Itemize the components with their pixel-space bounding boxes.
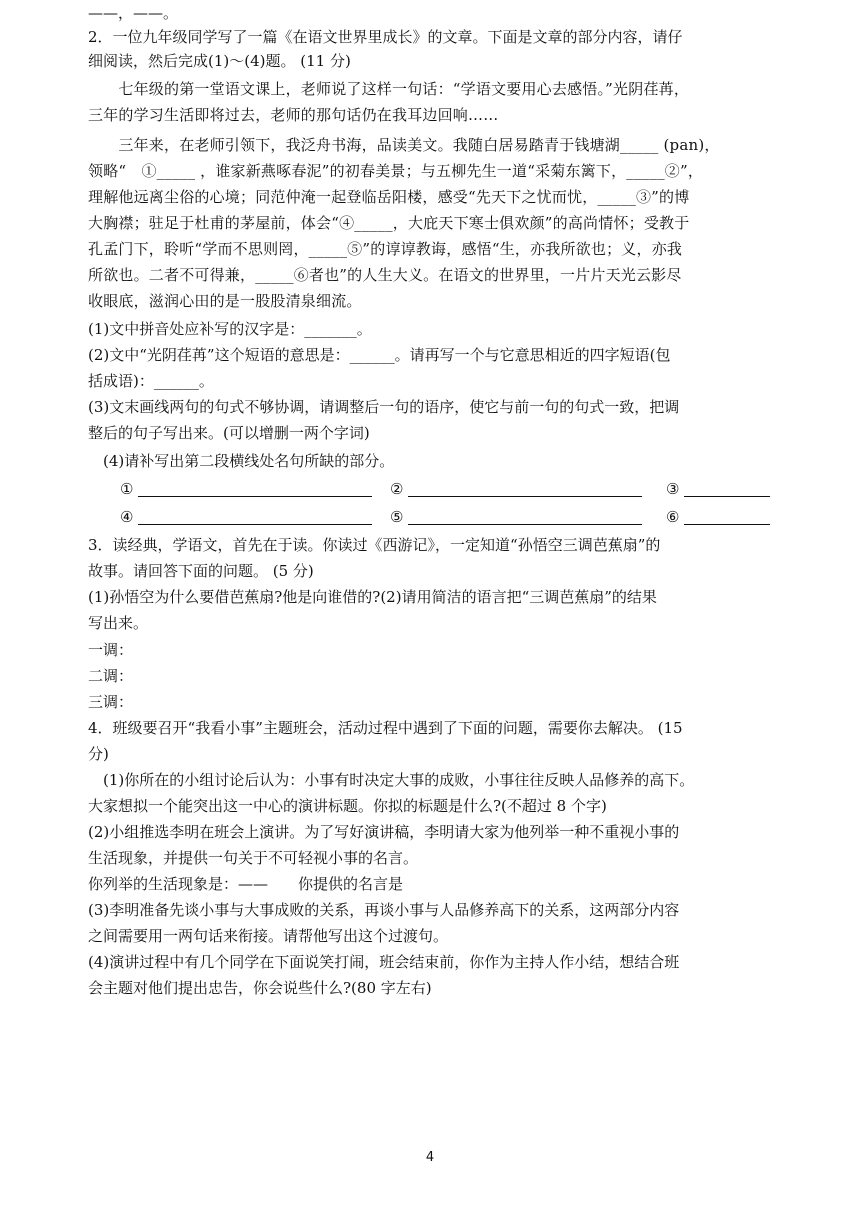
passage-line: 大胸襟；驻足于杜甫的茅屋前，体会“④_____，大庇天下寒士俱欢颜”的高尚情怀；受教于: [88, 214, 690, 232]
answer-blank[interactable]: [120, 508, 375, 528]
passage-line: 三年来，在老师引领下，我泛舟书海，品读美文。我随白居易踏青于钱塘湖_____ (pan)，: [88, 136, 720, 154]
answer-blank[interactable]: [390, 508, 645, 528]
sub-question-1: (1)你所在的小组讨论后认为：小事有时决定大事的成败，小事往往反映人品修养的高下。: [88, 771, 695, 789]
question-3-line: 3．读经典，学语文，首先在于读。你读过《西游记》，一定知道“孙悟空三调芭蕉扇”的: [88, 536, 661, 554]
passage-line: 孔孟门下，聆听“学而不思则罔，_____⑤”的谆谆教诲，感悟“生，亦我所欲也；义，亦我: [88, 240, 683, 258]
answer-label: 二调：: [88, 667, 134, 685]
sub-question-4: (4)演讲过程中有几个同学在下面说笑打闹，班会结束前，你作为主持人作小结，想结合班: [88, 953, 680, 971]
sub-question-3: (3)文末画线两句的句式不够协调，请调整后一句的语序，使它与前一句的句式一致，把调: [88, 398, 680, 416]
blank-number: ③: [666, 480, 680, 498]
blank-number: ②: [390, 480, 404, 498]
answer-label: 三调：: [88, 693, 134, 711]
blank-number: ⑥: [666, 508, 680, 526]
blank-number: ①: [120, 480, 134, 498]
passage-line: 理解他远离尘俗的心境；同范仲淹一起登临岳阳楼，感受“先天下之忧而忧，_____③”的博: [88, 188, 690, 206]
answer-blank-row-1: [88, 480, 778, 500]
sub-question-4: (4)请补写出第二段横线处名句所缺的部分。: [88, 452, 395, 470]
sub-question-1: (1)文中拼音处应补写的汉字是：_______。: [88, 320, 372, 338]
text-line: 整后的句子写出来。(可以增删一两个字词): [88, 424, 370, 442]
question-4-line: 4．班级要召开“我看小事”主题班会，活动过程中遇到了下面的问题，需要你去解决。 (15: [88, 719, 683, 737]
text-line: 故事。请回答下面的问题。 (5 分): [88, 562, 314, 580]
text-line: 会主题对他们提出忠告，你会说些什么?(80 字左右): [88, 979, 432, 997]
blank-number: ④: [120, 508, 134, 526]
answer-blank-row-2: [88, 508, 778, 528]
passage-line: 所欲也。二者不可得兼，_____⑥者也”的人生大义。在语文的世界里，一片片天光云影尽: [88, 266, 682, 284]
text-line: 写出来。: [88, 614, 149, 632]
blank-number: ⑤: [390, 508, 404, 526]
answer-blank[interactable]: [120, 480, 375, 500]
answer-label: 一调：: [88, 641, 134, 659]
text-line: 你列举的生活现象是：—— 你提供的名言是: [88, 875, 404, 893]
passage-line: 收眼底，滋润心田的是一股股清泉细流。: [88, 292, 362, 310]
page-number: 4: [425, 1150, 435, 1165]
answer-blank[interactable]: [666, 508, 770, 528]
passage-line: 七年级的第一堂语文课上，老师说了这样一句话：“学语文要用心去感悟。”光阴荏苒，: [88, 80, 690, 98]
text-line: 分): [88, 745, 109, 763]
answer-blank[interactable]: [666, 480, 770, 500]
sub-question-2: (2)文中“光阴荏苒”这个短语的意思是：______。请再写一个与它意思相近的四字短语(包: [88, 346, 671, 364]
text-line: (1)孙悟空为什么要借芭蕉扇?他是向谁借的?(2)请用简洁的语言把“三调芭蕉扇”的结果: [88, 588, 657, 606]
text-line: 生活现象，并提供一句关于不可轻视小事的名言。: [88, 849, 419, 867]
sub-question-2: (2)小组推选李明在班会上演讲。为了写好演讲稿，李明请大家为他列举一种不重视小事的: [88, 823, 680, 841]
passage-line: 三年的学习生活即将过去，老师的那句话仍在我耳边回响……: [88, 106, 499, 124]
text-line: 大家想拟一个能突出这一中心的演讲标题。你拟的标题是什么?(不超过 8 个字): [88, 797, 607, 815]
sub-question-3: (3)李明准备先谈小事与大事成败的关系，再谈小事与人品修养高下的关系，这两部分内容: [88, 901, 680, 919]
passage-line: 领略“ ①_____ ，谁家新燕啄春泥”的初春美景；与五柳先生一道“采菊东篱下，_____②”，: [88, 162, 704, 180]
text-line: 之间需要用一两句话来衔接。请帮他写出这个过渡句。: [88, 927, 449, 945]
text-line: ——，——。: [88, 4, 179, 22]
text-line: 细阅读，然后完成(1)～(4)题。 (11 分): [88, 52, 351, 70]
text-line: 括成语)：______。: [88, 372, 214, 390]
answer-blank[interactable]: [390, 480, 645, 500]
question-2-line: 2．一位九年级同学写了一篇《在语文世界里成长》的文章。下面是文章的部分内容，请仔: [88, 28, 683, 46]
